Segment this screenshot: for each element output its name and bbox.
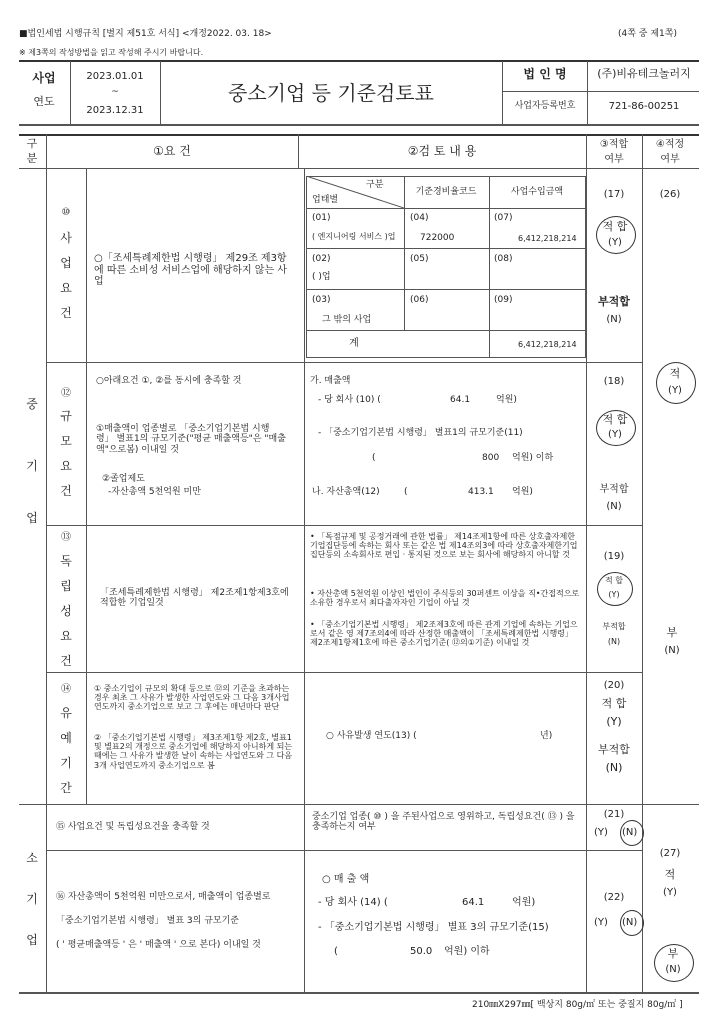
indep-num: ⑬ bbox=[61, 532, 71, 543]
grace-review-end: 년) bbox=[540, 731, 553, 741]
scale-sales-unit: 억원) bbox=[496, 395, 517, 405]
scale-asset-value: 413.1 bbox=[468, 487, 494, 497]
scale-req-1: ①매출액이 업종별로 「중소기업기본법 시행령」 별표1의 규모기준("평균 매출액등"은 "매출액"으로봄) 이내일 것 bbox=[96, 424, 286, 455]
indep-rev-1: • 「독점규제 및 공정거래에 관한 법률」 제14조제1항에 따른 상호출자제한기업집단등에 속하는 회사 또는 같은 법 제14조의3에 따라 상호출자제한기업집단등의 소속회사로 편입 · 통지된 것으로 보는 회사에 해당하지 아니할 것 bbox=[310, 532, 578, 560]
scale-rev-sales: - 당 회사 (10) ( bbox=[318, 395, 381, 405]
year-label-2: 연도 bbox=[33, 95, 55, 108]
period-end: 2023.12.31 bbox=[86, 105, 144, 116]
business-label-3: 요 bbox=[60, 281, 72, 295]
scale-rev-a: 가. 매출액 bbox=[310, 376, 351, 386]
small-row1-req: ⑮ 사업요건 및 독립성요건을 충족할 것 bbox=[56, 822, 210, 832]
scale-std-unit: 억원) 이하 bbox=[512, 453, 554, 463]
small-sales-unit: 억원) bbox=[512, 897, 536, 908]
col-requirement: ①요 건 bbox=[153, 144, 191, 158]
scale-rev-b: 나. 자산총액(12) bbox=[312, 487, 380, 497]
grace-num: ⑭ bbox=[61, 684, 71, 695]
regulation-label: ■법인세법 시행규칙 [별지 제51호 서식] <개정2022. 03. 18> bbox=[19, 29, 272, 39]
small-std-value: 50.0 bbox=[410, 946, 433, 957]
indep-fit: 적 합 bbox=[605, 576, 623, 585]
business-unfit-n: (N) bbox=[606, 314, 622, 325]
small-sales-value: 64.1 bbox=[462, 897, 485, 908]
business-num: ⑩ bbox=[61, 207, 71, 218]
row2-c1: (02) bbox=[312, 254, 331, 264]
small-rev-std: - 「중소기업기본법 시행령」 별표 3의 규모기준(15) bbox=[318, 922, 549, 933]
business-unfit: 부적합 bbox=[598, 295, 630, 308]
col-category-2: 분 bbox=[26, 152, 38, 165]
row2-c2: (05) bbox=[410, 254, 429, 264]
grace-label-1: 유 bbox=[60, 706, 72, 720]
row2-sector: ( )업 bbox=[312, 272, 331, 282]
scale-asset-open: ( bbox=[404, 487, 408, 497]
period-start: 2023.01.01 bbox=[86, 71, 144, 82]
cat-small-2: 기 bbox=[26, 892, 38, 906]
indep-label-5: 건 bbox=[60, 654, 72, 668]
page-count: (4쪽 중 제1쪽) bbox=[618, 29, 677, 39]
small-row2-n: (N) bbox=[622, 917, 638, 928]
corp-name: (주)비유테크놀러지 bbox=[597, 67, 691, 80]
business-label-1: 사 bbox=[60, 231, 72, 245]
grace-label-4: 간 bbox=[60, 781, 72, 795]
row3-c2: (06) bbox=[410, 295, 429, 305]
small-row2-code: (22) bbox=[603, 892, 625, 903]
scale-unfit: 부적합 bbox=[599, 484, 629, 495]
row2-c3: (08) bbox=[494, 254, 513, 264]
diag-top-label: 구분 bbox=[366, 180, 384, 190]
biz-no: 721-86-00251 bbox=[608, 101, 680, 112]
col-code-header: 기준경비율코드 bbox=[415, 187, 477, 197]
scale-label-2: 모 bbox=[60, 434, 72, 448]
col-category-1: 구 bbox=[26, 137, 38, 150]
scale-fit-code: (18) bbox=[603, 376, 625, 387]
row3-sector: 그 밖의 사업 bbox=[322, 315, 372, 325]
indep-unfit: 부적합 bbox=[602, 622, 626, 631]
scale-unfit-n: (N) bbox=[606, 501, 622, 512]
scale-label-1: 규 bbox=[60, 409, 72, 423]
grace-fit-code: (20) bbox=[603, 680, 625, 691]
business-label-4: 건 bbox=[60, 306, 72, 320]
indep-requirement: 「조세특례제한법 시행령」 제2조제1항제3호에 적합한 기업일것 bbox=[100, 588, 289, 609]
small-unfit-n: (N) bbox=[665, 964, 681, 975]
corp-name-label: 법 인 명 bbox=[523, 67, 567, 81]
small-row2-req-1: ⑯ 자산총액이 5천억원 미만으로서, 매출액이 업종별로 bbox=[56, 892, 271, 902]
small-fit-code: (27) bbox=[659, 848, 681, 859]
small-std-open: ( bbox=[334, 946, 338, 957]
business-requirement: ○「조세특례제한법 시행령」 제29조 제3항에 따른 소비성 서비스업에 해당하지 않는 사업 bbox=[94, 253, 287, 287]
scale-label-4: 건 bbox=[60, 484, 72, 498]
small-fit-y: (Y) bbox=[663, 887, 677, 898]
indep-rev-3: • 「중소기업기본법 시행령」 제2조제3호에 따른 관계 기업에 속하는 기업으로서 같은 영 제7조의4에 따라 산정한 매출액이 「조세특례제한법 시행령」 제2조제1항제1호에 따른 중소기업기준( ⑫의①기준) 이내일 것 bbox=[310, 620, 578, 648]
scale-req-2: ②졸업제도 bbox=[102, 474, 145, 484]
paper-spec: 210㎜X297㎜[ 백상지 80g/㎡ 또는 중질지 80g/㎡ ] bbox=[472, 1000, 683, 1010]
sme-unfit-n: (N) bbox=[664, 645, 680, 656]
form-title: 중소기업 등 기준검토표 bbox=[228, 81, 434, 105]
diag-bottom-label: 업태별 bbox=[312, 195, 339, 205]
grace-fit-y: (Y) bbox=[606, 715, 622, 728]
total-label: 계 bbox=[349, 338, 359, 349]
indep-fit-code: (19) bbox=[603, 551, 625, 562]
grace-req-1: ① 중소기업이 규모의 확대 등으로 ⑫의 기준을 초과하는 경우 최초 그 사유가 발생한 사업연도와 그 다음 3개사업연도까지 중소기업으로 보고 그 후에는 매년마다 판단 bbox=[94, 684, 290, 712]
grace-req-2: ② 「중소기업기본법 시행령」 제3조제1항 제2호, 별표1 및 별표2의 개정으로 중소기업에 해당하지 아니하게 되는 때에는 그 사유가 발생한 날이 속하는 사업연도와 그 다음 3개 사업연도까지 중소기업으로 봄 bbox=[94, 733, 293, 770]
col-fit4-1: ④적정 bbox=[655, 139, 685, 150]
indep-label-4: 요 bbox=[60, 629, 72, 643]
small-row1-review: 중소기업 업종( ⑩ ) 을 주된사업으로 영위하고, 독립성요건( ⑬ ) 을 충족하는지 여부 bbox=[312, 812, 575, 833]
indep-label-3: 성 bbox=[60, 604, 72, 618]
period-tilde: ~ bbox=[111, 87, 119, 97]
small-row2-y: (Y) bbox=[594, 917, 608, 928]
scale-std-open: ( bbox=[372, 453, 376, 463]
scale-asset-unit: 억원) bbox=[512, 487, 533, 497]
col-amount-header: 사업수입금액 bbox=[510, 187, 564, 197]
grace-fit: 적 합 bbox=[601, 697, 627, 710]
row1-c2: (04) bbox=[410, 213, 429, 223]
row1-code: 722000 bbox=[420, 233, 455, 243]
grace-label-3: 기 bbox=[60, 756, 72, 770]
small-rev-sales: - 당 회사 (14) ( bbox=[318, 897, 388, 908]
scale-sales-value: 64.1 bbox=[450, 395, 471, 405]
col-fit3-1: ③적합 bbox=[599, 139, 629, 150]
cat-sme-3: 업 bbox=[26, 511, 38, 525]
indep-fit-y: (Y) bbox=[608, 590, 620, 599]
indep-unfit-n: (N) bbox=[607, 637, 621, 646]
indep-label-1: 독 bbox=[60, 554, 72, 568]
grace-unfit: 부적합 bbox=[598, 743, 630, 756]
row1-c1: (01) bbox=[312, 213, 331, 223]
sme-unfit: 부 bbox=[666, 626, 678, 639]
business-fit: 적 합 bbox=[602, 220, 628, 233]
scale-req-2b: -자산총액 5천억원 미만 bbox=[108, 487, 201, 497]
business-label-2: 업 bbox=[60, 256, 72, 270]
row1-amount: 6,412,218,214 bbox=[518, 234, 577, 243]
small-std-unit: 억원) 이하 bbox=[444, 946, 490, 957]
small-fit: 적 bbox=[664, 868, 676, 881]
col-fit4-2: 여부 bbox=[660, 154, 680, 165]
biz-no-label: 사업자등록번호 bbox=[514, 101, 576, 111]
grace-review: ○ 사유발생 연도(13) ( bbox=[326, 731, 417, 741]
scale-fit: 적 합 bbox=[602, 413, 628, 426]
row3-c1: (03) bbox=[312, 295, 331, 305]
scale-req-intro: ○아래요건 ①, ②를 동시에 충족할 것 bbox=[96, 376, 242, 386]
cat-sme-1: 중 bbox=[26, 397, 38, 411]
small-row1-y: (Y) bbox=[594, 827, 608, 838]
scale-std-value: 800 bbox=[482, 453, 500, 463]
row3-c3: (09) bbox=[494, 295, 513, 305]
year-label-1: 사업 bbox=[32, 71, 56, 85]
indep-label-2: 립 bbox=[60, 579, 72, 593]
sme-fit-code: (26) bbox=[659, 189, 681, 200]
scale-rev-std: - 「중소기업기본법 시행령」 별표1의 규모기준(11) bbox=[318, 428, 523, 438]
small-row1-code: (21) bbox=[603, 809, 625, 820]
small-row2-req-3: ( ' 평균매출액등 ' 은 ' 매출액 ' 으로 본다) 이내일 것 bbox=[56, 940, 261, 950]
total-amount: 6,412,218,214 bbox=[518, 340, 577, 349]
scale-fit-y: (Y) bbox=[608, 429, 622, 440]
business-fit-y: (Y) bbox=[608, 237, 622, 248]
instruction-note: ※ 제3쪽의 작성방법을 읽고 작성해 주시기 바랍니다. bbox=[19, 48, 204, 57]
small-rev-sales-title: ○ 매 출 액 bbox=[322, 874, 370, 885]
sme-fit-y: (Y) bbox=[668, 385, 682, 396]
cat-small-3: 업 bbox=[26, 933, 38, 947]
scale-num: ⑫ bbox=[61, 388, 71, 399]
cat-sme-2: 기 bbox=[26, 459, 38, 473]
business-fit-code: (17) bbox=[603, 189, 625, 200]
sme-fit: 적 bbox=[669, 367, 681, 380]
col-review: ②검 토 내 용 bbox=[407, 144, 477, 158]
small-row2-req-2: 「중소기업기본법 시행령」 별표 3의 규모기준 bbox=[56, 916, 239, 926]
grace-label-2: 예 bbox=[60, 731, 72, 745]
scale-label-3: 요 bbox=[60, 459, 72, 473]
small-row1-n: (N) bbox=[622, 827, 638, 838]
grace-unfit-n: (N) bbox=[605, 761, 623, 774]
row1-c3: (07) bbox=[494, 213, 513, 223]
cat-small-1: 소 bbox=[26, 851, 38, 865]
col-fit3-2: 여부 bbox=[604, 154, 624, 165]
indep-rev-2: • 자산총액 5천억원 이상인 법인이 주식등의 30퍼센트 이상을 직•간접적으로 소유한 경우로서 최다출자자인 기업이 아닐 것 bbox=[310, 589, 580, 608]
small-unfit: 부 bbox=[667, 947, 679, 960]
row1-sector: ( 엔지니어링 서비스 )업 bbox=[312, 232, 396, 241]
